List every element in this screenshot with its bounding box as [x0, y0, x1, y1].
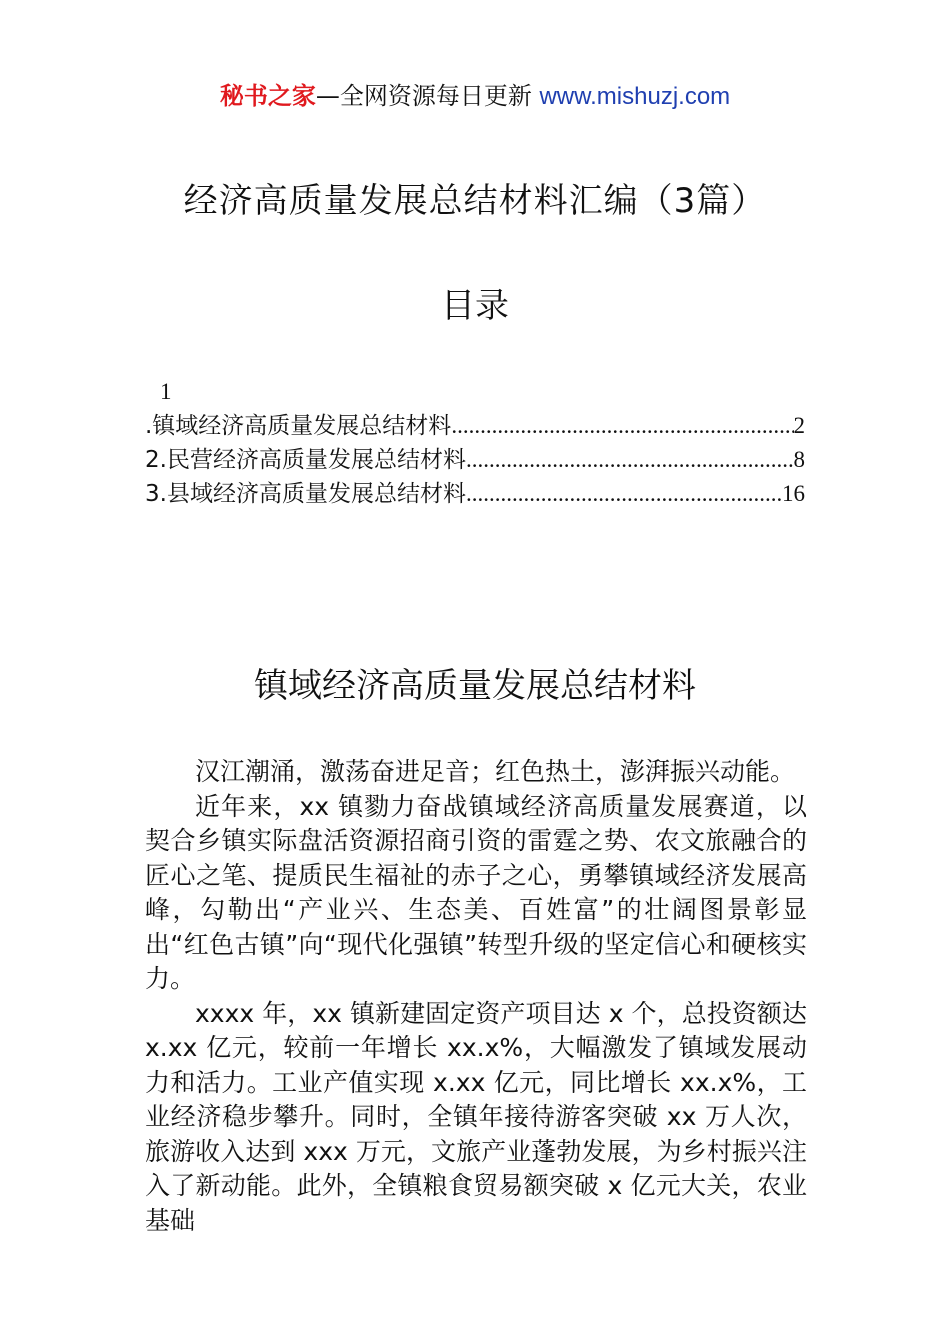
section-title: 镇域经济高质量发展总结材料 [254, 666, 696, 706]
toc-leader-dots [466, 477, 782, 511]
toc-leader-dots [466, 443, 794, 477]
toc-item-label: 3.县域经济高质量发展总结材料 [145, 481, 466, 507]
toc-item-page: 16 [782, 481, 805, 506]
header-tagline: —全网资源每日更新 [315, 82, 532, 110]
toc-item-1[interactable] [145, 409, 805, 443]
toc-item-label: 2.民营经济高质量发展总结材料 [145, 447, 466, 473]
body-paragraph: xxxx 年，xx 镇新建固定资产项目达 x 个，总投资额达 x.xx 亿元，较前一年增长 xx.x%，大幅激发了镇域发展动力和活力。工业产值实现 x.xx 亿元，同比增长 xx.x%，工业经济稳步攀升。同时，全镇年接待游客突破 xx 万人次，旅游收入达到 xxx 万元，文旅产业蓬勃发展，为乡村振兴注入了新动能。此外，全镇粮食贸易额突破 x 亿元大关，农业基础 [145, 998, 807, 1235]
toc-heading: 目录 [441, 286, 509, 326]
brand-name: 秘书之家 [219, 82, 316, 110]
table-of-contents [145, 375, 805, 511]
toc-leader-dots [451, 409, 793, 443]
toc-item-page: 8 [793, 447, 805, 472]
toc-item-page: 2 [793, 413, 805, 438]
toc-item-3[interactable] [145, 477, 805, 511]
toc-item-1-number: 1 [160, 379, 172, 404]
toc-item-label: .镇域经济高质量发展总结材料 [145, 413, 452, 439]
section-body [145, 755, 807, 1238]
toc-item-2[interactable] [145, 443, 805, 477]
body-paragraph: 近年来，xx 镇勠力奋战镇域经济高质量发展赛道，以契合乡镇实际盘活资源招商引资的雷霆之势、农文旅融合的匠心之笔、提质民生福祉的赤子之心，勇攀镇域经济发展高峰，勾勒出“产业兴、生态美、百姓富”的壮阔图景彰显出“红色古镇”向“现代化强镇”转型升级的坚定信心和硬核实力。 [145, 791, 807, 993]
site-url-link[interactable]: www.mishuzj.com [539, 83, 731, 110]
body-paragraph: 汉江潮涌，激荡奋进足音；红色热土，澎湃振兴动能。 [195, 757, 796, 786]
document-title: 经济高质量发展总结材料汇编（3篇） [183, 181, 767, 221]
site-header [0, 80, 950, 113]
